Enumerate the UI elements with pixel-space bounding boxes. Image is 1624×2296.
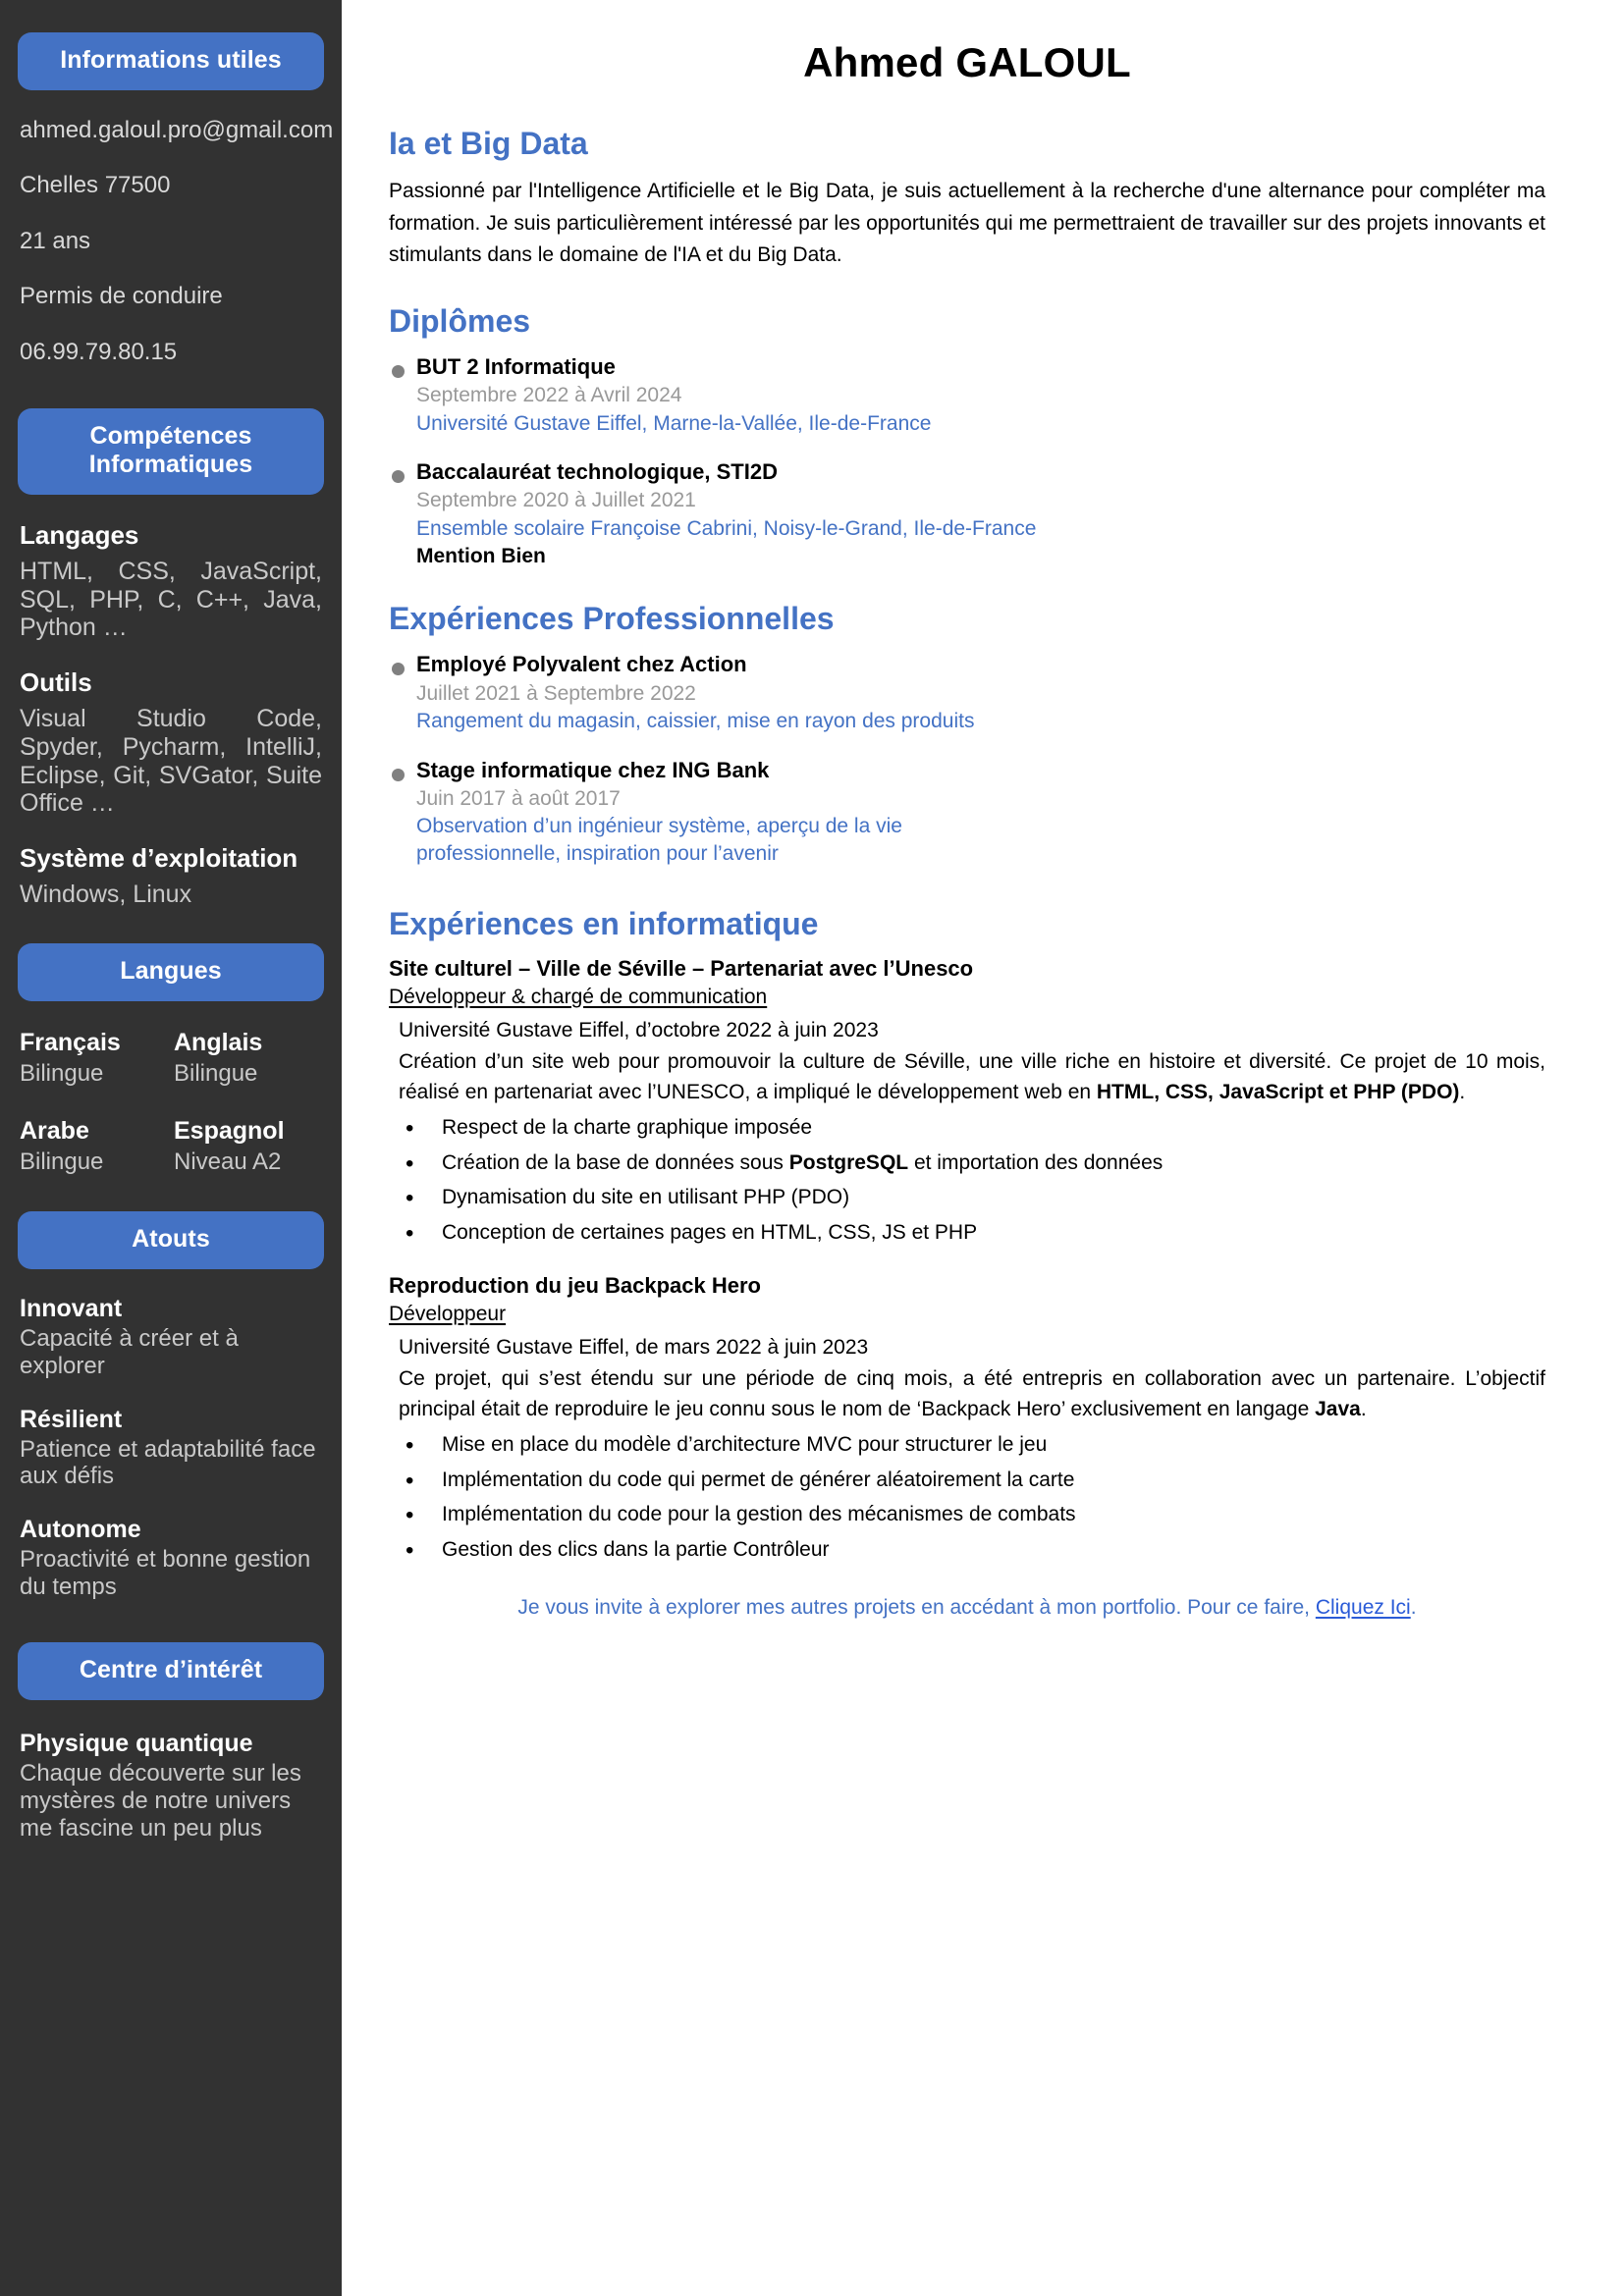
section-heading-experiences-info: Expériences en informatique xyxy=(389,905,819,941)
project-entry xyxy=(389,1273,1545,1565)
contact-info-list xyxy=(18,117,334,365)
experience-dates: Juin 2017 à août 2017 xyxy=(416,787,621,811)
project-description-tech: Java xyxy=(1315,1397,1361,1420)
atout-desc: Capacité à créer et à explorer xyxy=(20,1324,239,1379)
atout-desc: Patience et adaptabilité face aux défis xyxy=(20,1435,316,1490)
bullet-pre: Création de la base de données sous xyxy=(442,1150,789,1174)
interest-title: Physique quantique xyxy=(20,1729,253,1757)
contact-city: Chelles 77500 xyxy=(20,172,171,199)
sidebar-heading-informations: Informations utiles xyxy=(18,32,324,90)
project-title: Site culturel – Ville de Séville – Partenariat avec l’Unesco xyxy=(389,955,974,981)
project-bullet xyxy=(403,1113,1545,1143)
language-name: Arabe xyxy=(20,1116,89,1145)
experience-entry xyxy=(389,757,1545,867)
project-bullet xyxy=(403,1466,1545,1495)
skill-group-os xyxy=(18,843,324,909)
bullet-pre: Conception de certaines pages en HTML, CSS, JS et PHP xyxy=(442,1220,978,1244)
portfolio-invitation xyxy=(389,1592,1545,1625)
sidebar-heading-competences: Compétences Informatiques xyxy=(18,408,324,495)
bullet-pre: Respect de la charte graphique imposée xyxy=(442,1116,813,1140)
project-context: Université Gustave Eiffel, d’octobre 2022 à juin 2023 xyxy=(399,1018,879,1041)
language-item xyxy=(20,1029,168,1088)
section-heading-diplomes: Diplômes xyxy=(389,302,531,339)
language-item xyxy=(174,1029,322,1088)
interest-desc: Chaque découverte sur les mystères de notre univers me fascine un peu plus xyxy=(20,1759,301,1842)
project-bullets xyxy=(389,1113,1545,1248)
bullet-pre: Mise en place du modèle d’architecture MVC pour structurer le jeu xyxy=(442,1433,1048,1457)
diploma-dates: Septembre 2022 à Avril 2024 xyxy=(416,384,682,407)
experience-desc: Observation d’un ingénieur système, aperçu de la vie professionnelle, inspiration pour l’avenir xyxy=(416,815,902,865)
experience-desc: Rangement du magasin, caissier, mise en rayon des produits xyxy=(416,710,975,733)
bullet-bold: PostgreSQL xyxy=(788,1150,909,1174)
bullet-dot-icon xyxy=(392,365,405,378)
experience-entry xyxy=(389,651,1545,734)
skill-group-langages xyxy=(18,520,324,642)
project-bullet xyxy=(403,1148,1545,1178)
atout-item xyxy=(18,1406,324,1491)
project-bullet xyxy=(403,1535,1545,1565)
atout-item xyxy=(18,1516,324,1601)
language-level: Bilingue xyxy=(20,1059,104,1087)
bullet-dot-icon xyxy=(392,769,405,781)
language-level: Bilingue xyxy=(20,1148,104,1175)
project-context: Université Gustave Eiffel, de mars 2022 à juin 2023 xyxy=(399,1336,869,1360)
bullet-pre: Implémentation du code pour la gestion des mécanismes de combats xyxy=(442,1503,1076,1526)
bullet-post: et importation des données xyxy=(908,1150,1164,1174)
project-bullet xyxy=(403,1430,1545,1460)
page-title: Ahmed GALOUL xyxy=(803,39,1131,85)
section-heading-profile: Ia et Big Data xyxy=(389,126,588,161)
atout-title: Innovant xyxy=(20,1294,123,1322)
skill-group-outils-label: Outils xyxy=(20,667,92,698)
project-description xyxy=(389,1364,1545,1424)
project-bullet xyxy=(403,1218,1545,1248)
portfolio-text-pre: Je vous invite à explorer mes autres projets en accédant à mon portfolio. Pour ce faire, xyxy=(517,1596,1316,1620)
main-content xyxy=(342,0,1624,2296)
skill-group-langages-value: HTML, CSS, JavaScript, SQL, PHP, C, C++, Java, Python … xyxy=(20,557,322,642)
project-description xyxy=(389,1047,1545,1107)
diploma-title: BUT 2 Informatique xyxy=(416,353,616,379)
project-bullets xyxy=(389,1430,1545,1565)
sidebar-heading-centre-interet: Centre d’intérêt xyxy=(18,1642,324,1700)
languages-grid xyxy=(18,1029,324,1176)
atout-desc: Proactivité et bonne gestion du temps xyxy=(20,1546,311,1601)
contact-email[interactable]: ahmed.galoul.pro@gmail.com xyxy=(20,117,334,143)
bullet-pre: Implémentation du code qui permet de générer aléatoirement la carte xyxy=(442,1468,1075,1491)
project-bullet xyxy=(403,1500,1545,1529)
atout-title: Autonome xyxy=(20,1516,141,1544)
bullet-pre: Gestion des clics dans la partie Contrôleur xyxy=(442,1537,830,1561)
language-name: Français xyxy=(20,1028,121,1056)
profile-summary: Passionné par l'Intelligence Artificielle et le Big Data, je suis actuellement à la recherche d'une alternance pour compléter ma formation. Je suis particulièrement intéressé par les opportunités qui me permettraient de travailler sur des projets innovants et stimulants dans le domaine de l'IA et du Big Data. xyxy=(389,180,1545,267)
skill-group-outils-value: Visual Studio Code, Spyder, Pycharm, IntelliJ, Eclipse, Git, SVGator, Suite Office … xyxy=(20,705,322,818)
language-level: Bilingue xyxy=(174,1059,258,1087)
project-entry xyxy=(389,956,1545,1248)
project-description-post: . xyxy=(1360,1397,1367,1420)
diploma-mention: Mention Bien xyxy=(416,545,546,568)
diploma-entry xyxy=(389,353,1545,437)
interest-item xyxy=(18,1730,324,1842)
contact-age: 21 ans xyxy=(20,227,91,254)
skill-group-os-label: Système d’exploitation xyxy=(20,843,298,874)
diploma-place: Université Gustave Eiffel, Marne-la-Vallée, Ile-de-France xyxy=(416,411,932,435)
project-bullet xyxy=(403,1183,1545,1212)
contact-license: Permis de conduire xyxy=(20,283,223,310)
project-description-pre: Création d’un site web pour promouvoir la culture de Séville, une ville riche en histoire et diversité. Ce projet de 10 mois, réalisé en partenariat avec l’UNESCO, a impliqué le développement web en xyxy=(399,1050,1545,1103)
project-role: Développeur & chargé de communication xyxy=(389,985,768,1008)
diploma-title: Baccalauréat technologique, STI2D xyxy=(416,458,778,484)
language-level: Niveau A2 xyxy=(174,1148,282,1175)
bullet-dot-icon xyxy=(392,470,405,483)
skill-group-langages-label: Langages xyxy=(20,519,139,550)
diploma-place: Ensemble scolaire Françoise Cabrini, Noisy-le-Grand, Ile-de-France xyxy=(416,516,1037,540)
skill-group-outils xyxy=(18,667,324,818)
bullet-pre: Dynamisation du site en utilisant PHP (PDO) xyxy=(442,1186,850,1209)
project-title: Reproduction du jeu Backpack Hero xyxy=(389,1273,761,1299)
portfolio-link[interactable]: Cliquez Ici xyxy=(1315,1596,1411,1620)
atout-title: Résilient xyxy=(20,1405,123,1433)
experience-title: Employé Polyvalent chez Action xyxy=(416,652,747,677)
atout-item xyxy=(18,1295,324,1380)
sidebar xyxy=(0,0,342,2296)
contact-phone[interactable]: 06.99.79.80.15 xyxy=(20,338,178,365)
project-description-pre: Ce projet, qui s’est étendu sur une période de cinq mois, a été entrepris en collaboration avec un partenaire. L’objectif principal était de reproduire le jeu connu sous le nom de ‘Backpack Hero’ exclusivement en langage xyxy=(399,1367,1545,1420)
language-item xyxy=(20,1117,168,1176)
experience-dates: Juillet 2021 à Septembre 2022 xyxy=(416,681,696,705)
skill-group-os-value: Windows, Linux xyxy=(20,881,192,909)
sidebar-heading-atouts: Atouts xyxy=(18,1211,324,1269)
diploma-dates: Septembre 2020 à Juillet 2021 xyxy=(416,489,696,512)
sidebar-heading-langues: Langues xyxy=(18,943,324,1001)
project-description-tech: HTML, CSS, JavaScript et PHP (PDO) xyxy=(1096,1080,1460,1103)
language-name: Espagnol xyxy=(174,1116,285,1145)
bullet-dot-icon xyxy=(392,663,405,675)
diploma-entry xyxy=(389,458,1545,569)
experience-title: Stage informatique chez ING Bank xyxy=(416,757,770,782)
section-heading-experiences-pro: Expériences Professionnelles xyxy=(389,601,835,637)
project-role: Développeur xyxy=(389,1303,507,1326)
portfolio-text-post: . xyxy=(1410,1596,1417,1620)
project-description-post: . xyxy=(1459,1080,1466,1103)
language-name: Anglais xyxy=(174,1028,263,1056)
language-item xyxy=(174,1117,322,1176)
